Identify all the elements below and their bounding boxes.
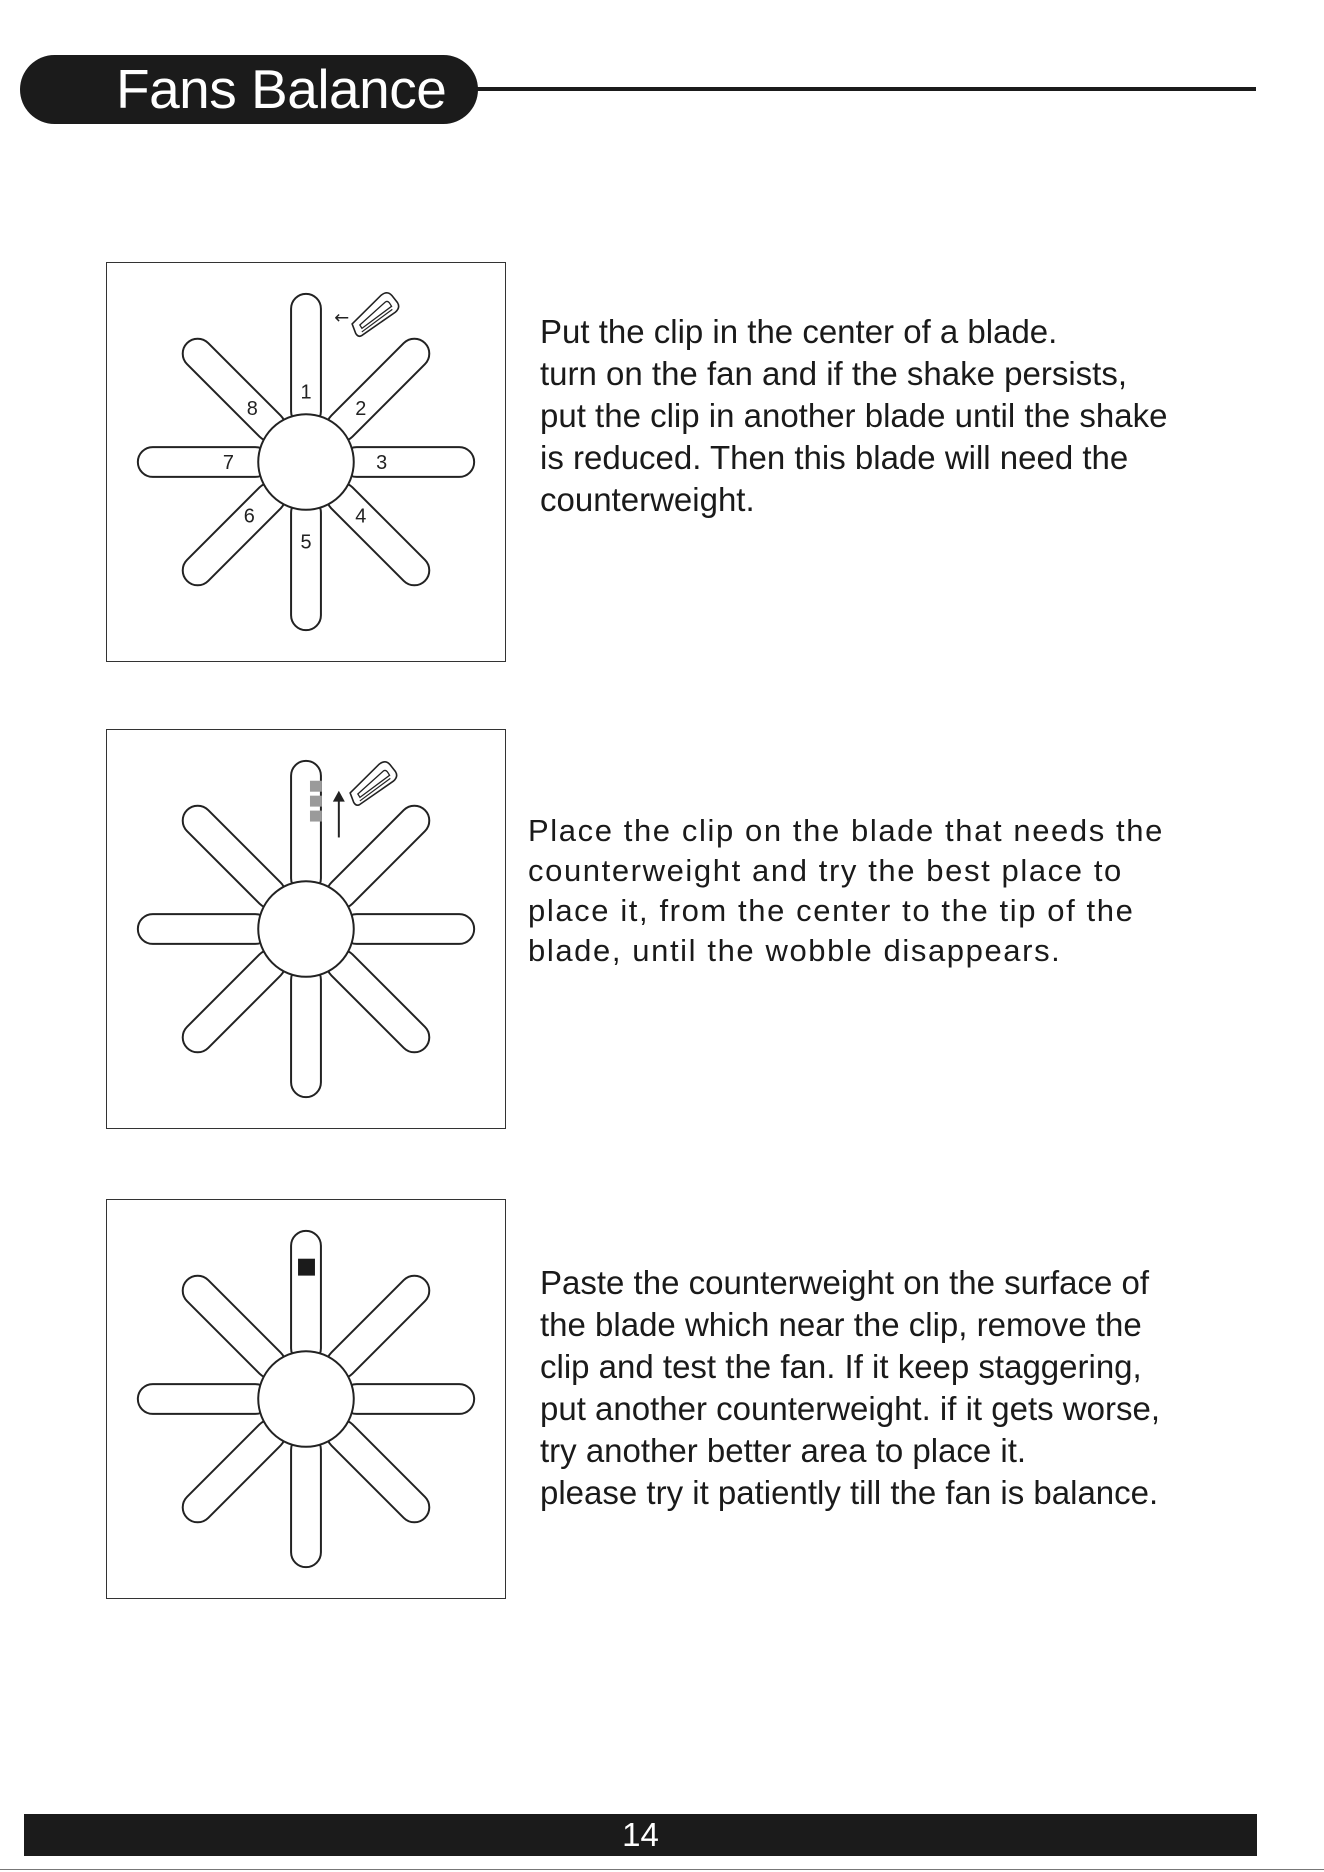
step-3-line: put another counterweight. if it gets worse,: [540, 1390, 1161, 1427]
blade-3: [342, 1384, 474, 1414]
blade-number-1: 1: [300, 381, 312, 404]
step-2-line: counterweight and try the best place to: [528, 853, 1123, 888]
arrow-left-icon: ←: [334, 307, 350, 329]
blade-number-4: 4: [355, 505, 367, 528]
step-3-line: please try it patiently till the fan is balance.: [540, 1474, 1159, 1511]
step-1-line: counterweight.: [540, 481, 755, 518]
fan-hub: [258, 881, 354, 977]
step-3-line: clip and test the fan. If it keep staggering,: [540, 1348, 1142, 1385]
blade-number-8: 8: [246, 398, 258, 421]
title-rule: [476, 87, 1256, 91]
blade-number-3: 3: [376, 451, 388, 474]
clip-icon: [344, 759, 401, 807]
step-1-line: is reduced. Then this blade will need the: [540, 439, 1129, 476]
step-1-line: put the clip in another blade until the shake: [540, 397, 1168, 434]
fan-diagram-numbered: [106, 262, 506, 662]
blade-7: [138, 1384, 270, 1414]
blade-1: [291, 1231, 321, 1363]
fan-diagram-clip-placement: [106, 729, 506, 1129]
step-3-line: the blade which near the clip, remove the: [540, 1306, 1142, 1343]
step-1-line: Put the clip in the center of a blade.: [540, 313, 1058, 350]
blade-1: [291, 294, 321, 426]
arrow-up-icon: [333, 791, 345, 838]
clip-position-marker: [310, 811, 322, 822]
blade-7: [138, 914, 270, 944]
fan-hub: [258, 414, 354, 510]
step-2-line: blade, until the wobble disappears.: [528, 933, 1062, 968]
fan-blades-svg-3: [107, 1200, 505, 1598]
footer-bar: [24, 1814, 1257, 1856]
footer-rule: [0, 1869, 1324, 1870]
blade-number-6: 6: [243, 505, 255, 528]
step-1-line: turn on the fan and if the shake persists,: [540, 355, 1128, 392]
fan-blades-svg-1: [107, 263, 505, 661]
fan-hub: [258, 1351, 354, 1447]
step-2-instructions: [528, 811, 1164, 971]
blade-number-5: 5: [300, 531, 312, 554]
page-number: 14: [622, 1816, 659, 1853]
blade-number-2: 2: [355, 398, 367, 421]
page-title: Fans Balance: [116, 58, 447, 120]
blade-7: [138, 447, 270, 477]
clip-icon: [346, 290, 403, 338]
blade-5: [291, 498, 321, 630]
blade-1: [291, 761, 321, 893]
fan-blades-svg-2: [107, 730, 505, 1128]
clip-position-marker: [310, 781, 322, 792]
blade-number-7: 7: [222, 451, 234, 474]
step-3-line: try another better area to place it.: [540, 1432, 1027, 1469]
fan-diagram-counterweight: [106, 1199, 506, 1599]
step-3-line: Paste the counterweight on the surface of: [540, 1264, 1150, 1301]
step-1-instructions: [540, 311, 1167, 521]
blade-5: [291, 965, 321, 1097]
blade-5: [291, 1435, 321, 1567]
blade-3: [342, 447, 474, 477]
step-2-line: place it, from the center to the tip of the: [528, 893, 1135, 928]
step-3-instructions: [540, 1262, 1160, 1514]
clip-position-marker: [310, 796, 322, 807]
step-2-line: Place the clip on the blade that needs the: [528, 813, 1164, 848]
blade-3: [342, 914, 474, 944]
counterweight-square-icon: [298, 1259, 315, 1276]
